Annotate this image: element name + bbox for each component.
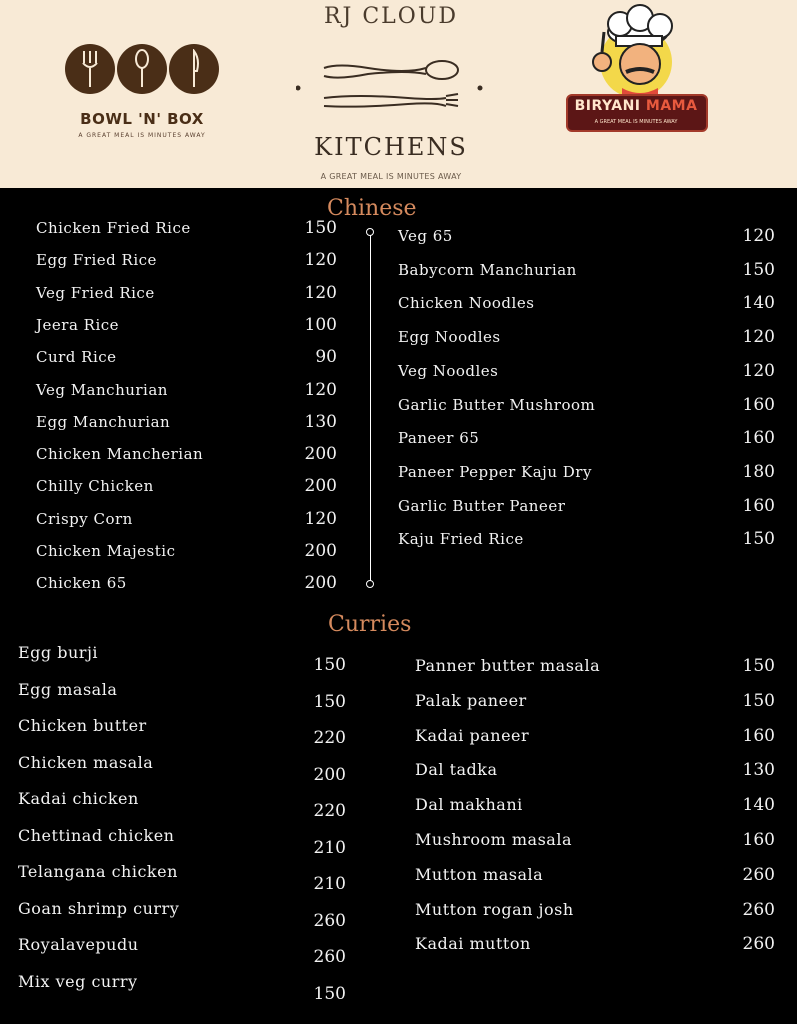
menu-item-price: 210: [313, 837, 346, 858]
menu-item-price: 150: [304, 218, 337, 238]
kitchens-label: KITCHENS: [314, 133, 468, 161]
menu-item-price: 210: [313, 874, 346, 894]
menu-item-price: 130: [304, 411, 337, 432]
menu-item-name: Chicken Mancherian: [36, 445, 204, 464]
menu-item-price: 150: [313, 655, 346, 675]
menu-item-name: Egg burji: [18, 643, 99, 662]
chinese-section-title: Chinese: [327, 196, 417, 221]
menu-item-name: Chicken butter: [18, 716, 147, 735]
menu-item-name: Mix veg curry: [18, 971, 138, 991]
mama-word: MAMA: [645, 98, 698, 114]
menu-item-price: 200: [304, 444, 337, 465]
menu-item-price: 180: [742, 461, 775, 482]
bowl-n-box-name: BOWL 'N' BOX: [80, 110, 204, 128]
menu-item-name: Mushroom masala: [415, 830, 572, 849]
menu-item-price: 120: [742, 226, 775, 246]
menu-item-name: Egg Manchurian: [36, 412, 171, 431]
menu-item-price: 120: [304, 379, 337, 400]
menu-item-name: Telangana chicken: [18, 862, 178, 881]
menu-item-name: Egg Noodles: [398, 328, 501, 347]
fork-icon: [65, 44, 115, 94]
menu-item-name: Kadai paneer: [415, 725, 530, 745]
menu-item-name: Kadai mutton: [415, 934, 531, 954]
menu-item-name: Veg Noodles: [398, 361, 499, 380]
divider-top-dot: [366, 228, 374, 236]
menu-item-name: Garlic Butter Mushroom: [398, 395, 596, 414]
menu-item-name: Chettinad chicken: [18, 825, 175, 845]
divider-bottom-dot: [366, 580, 374, 588]
menu-item-name: Chicken masala: [18, 752, 154, 772]
menu-item-price: 200: [304, 476, 337, 497]
chef-icon: [562, 2, 712, 97]
menu-item-price: 200: [304, 573, 337, 594]
rj-tagline: A GREAT MEAL IS MINUTES AWAY: [320, 172, 462, 181]
menu-item-price: 150: [742, 690, 775, 711]
menu-item-price: 200: [304, 541, 337, 561]
menu-item-price: 160: [742, 394, 775, 415]
menu-item-price: 90: [315, 347, 337, 368]
menu-item-name: Veg Manchurian: [36, 380, 168, 399]
menu-item-price: 130: [742, 760, 775, 781]
menu-item-name: Paneer 65: [398, 429, 480, 448]
menu-item-price: 120: [304, 508, 337, 529]
menu-item-name: Egg masala: [18, 679, 118, 699]
knife-icon: [169, 44, 219, 94]
menu-item-name: Jeera Rice: [36, 315, 120, 334]
menu-item-name: Crispy Corn: [36, 509, 133, 528]
menu-item-name: Babycorn Manchurian: [398, 260, 577, 279]
menu-item-price: 150: [742, 656, 775, 676]
menu-item-price: 120: [304, 250, 337, 271]
menu-item-name: Mutton rogan josh: [415, 899, 574, 919]
menu-item-name: Egg Fried Rice: [36, 251, 157, 270]
menu-item-name: Paneer Pepper Kaju Dry: [398, 462, 592, 481]
menu-item-name: Veg 65: [398, 227, 453, 245]
menu-item-name: Chicken Noodles: [398, 294, 535, 313]
menu-item-name: Chilly Chicken: [36, 477, 154, 496]
menu-item-price: 150: [742, 529, 775, 550]
menu-item-name: Curd Rice: [36, 348, 117, 367]
rj-cloud-kitchens-logo: [296, 0, 486, 186]
menu-item-price: 150: [313, 691, 346, 712]
column-divider: [370, 232, 371, 584]
menu-item-price: 140: [742, 795, 775, 816]
menu-item-price: 150: [313, 983, 346, 1004]
menu-item-name: Veg Fried Rice: [36, 283, 155, 302]
menu-item-price: 160: [742, 830, 775, 850]
spoon-icon: [117, 44, 167, 94]
menu-item-price: 260: [742, 864, 775, 885]
menu-item-price: 140: [742, 293, 775, 314]
menu-item-price: 220: [313, 728, 346, 748]
menu-item-price: 260: [313, 947, 346, 967]
menu-item-price: 120: [304, 282, 337, 303]
menu-item-name: Palak paneer: [415, 690, 527, 710]
spoon-fork-icon: [296, 50, 486, 120]
menu-item-price: 260: [313, 910, 346, 931]
curries-section-title: Curries: [328, 612, 412, 637]
menu-item-price: 160: [742, 428, 775, 449]
menu-item-name: Chicken Fried Rice: [36, 219, 191, 237]
menu-item-price: 200: [313, 764, 346, 785]
biryani-mama-name: [572, 98, 700, 114]
menu-item-price: 260: [742, 934, 775, 955]
menu-item-name: Mutton masala: [415, 864, 544, 884]
menu-item-price: 160: [742, 495, 775, 516]
biryani-mama-tagline: A GREAT MEAL IS MINUTES AWAY: [594, 119, 678, 125]
menu-item-name: Garlic Butter Paneer: [398, 496, 566, 515]
menu-item-name: Kaju Fried Rice: [398, 530, 524, 549]
menu-item-price: 100: [304, 314, 337, 335]
menu-item-price: 120: [742, 327, 775, 348]
menu-item-name: Dal tadka: [415, 760, 498, 780]
menu-item-name: Royalavepudu: [18, 935, 139, 954]
menu-item-price: 120: [742, 360, 775, 381]
menu-item-price: 160: [742, 725, 775, 746]
bowl-n-box-logo: [62, 44, 222, 156]
menu-item-price: 150: [742, 259, 775, 280]
header-banner: [0, 0, 797, 188]
menu-item-name: Goan shrimp curry: [18, 898, 180, 918]
menu-item-name: Chicken 65: [36, 574, 127, 593]
bowl-n-box-tagline: A GREAT MEAL IS MINUTES AWAY: [78, 132, 206, 139]
menu-item-name: Dal makhani: [415, 795, 523, 815]
menu-item-price: 220: [313, 801, 346, 821]
cutlery-circles: [62, 44, 222, 94]
menu-item-name: Chicken Majestic: [36, 542, 176, 560]
menu-item-price: 260: [742, 899, 775, 920]
menu-item-name: Panner butter masala: [415, 656, 601, 675]
biryani-word: BIRYANI: [574, 98, 646, 114]
rj-cloud-title: RJ CLOUD: [323, 4, 459, 29]
menu-item-name: Kadai chicken: [18, 789, 139, 808]
biryani-mama-logo: [562, 2, 712, 150]
